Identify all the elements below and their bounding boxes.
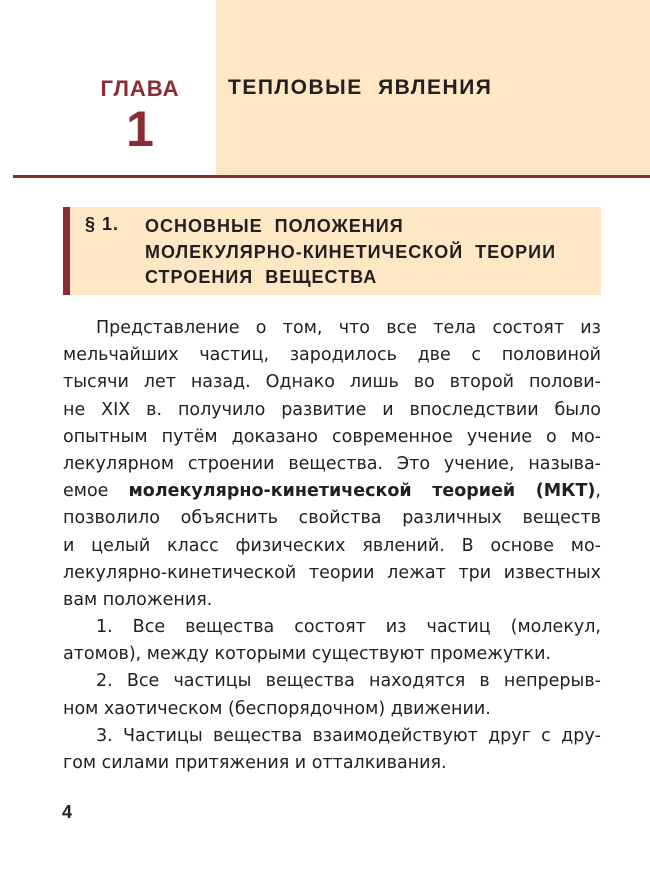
term-mkt: молекулярно-кинетической теорией (МКТ)	[128, 481, 596, 502]
text-line: Представление о том, что все тела состоят из	[96, 318, 601, 338]
section-title-line: ОСНОВНЫЕ ПОЛОЖЕНИЯ	[145, 216, 404, 236]
list-item-2-line: ном хаотическом (беспорядочном) движении.	[63, 698, 491, 719]
text-line: и целый класс физических явлений. В основе мо-	[63, 535, 601, 556]
text-line: вам положения.	[63, 589, 213, 610]
text-run: емое	[63, 481, 109, 502]
section-accent-bar	[63, 207, 70, 295]
section-title-line: МОЛЕКУЛЯРНО-КИНЕТИЧЕСКОЙ ТЕОРИИ	[145, 241, 557, 262]
body-text	[63, 315, 601, 777]
list-item-1-line: 1. Все вещества состоят из частиц (молекул,	[96, 617, 601, 638]
section-heading	[63, 207, 601, 295]
chapter-title: ТЕПЛОВЫЕ ЯВЛЕНИЯ	[228, 76, 493, 99]
list-item-3-line: 3. Частицы вещества взаимодействуют друг с дру-	[96, 725, 601, 746]
text-line: позволило объяснить свойства различных веществ	[63, 508, 601, 529]
text-line: тысячи лет назад. Однако лишь во второй полови-	[63, 372, 601, 393]
text-line: опытным путём доказано современное учение о мо-	[63, 426, 601, 447]
section-number: § 1.	[85, 214, 120, 234]
list-item-1-line: атомов), между которыми существуют промежутки.	[63, 644, 552, 665]
list-item-2-line: 2. Все частицы вещества находятся в непрерыв-	[96, 671, 601, 692]
section-title-line: СТРОЕНИЯ ВЕЩЕСТВА	[145, 267, 378, 287]
text-line: лекулярном строении вещества. Это учение, называ-	[63, 453, 601, 474]
list-item-3-line: гом силами притяжения и отталкивания.	[63, 753, 447, 773]
text-line: мельчайших частиц, зародилось две с половиной	[63, 345, 601, 366]
text-run: ,	[595, 481, 601, 502]
page-number: 4	[62, 802, 73, 822]
text-line: не XIX в. получило развитие и впоследствии было	[63, 399, 601, 420]
chapter-number: 1	[126, 101, 154, 157]
text-line: лекулярно-кинетической теории лежат три известных	[63, 562, 601, 583]
text-line	[63, 478, 601, 505]
chapter-label: ГЛАВА	[100, 76, 180, 101]
section-title	[145, 214, 556, 291]
chapter-divider	[13, 175, 650, 178]
